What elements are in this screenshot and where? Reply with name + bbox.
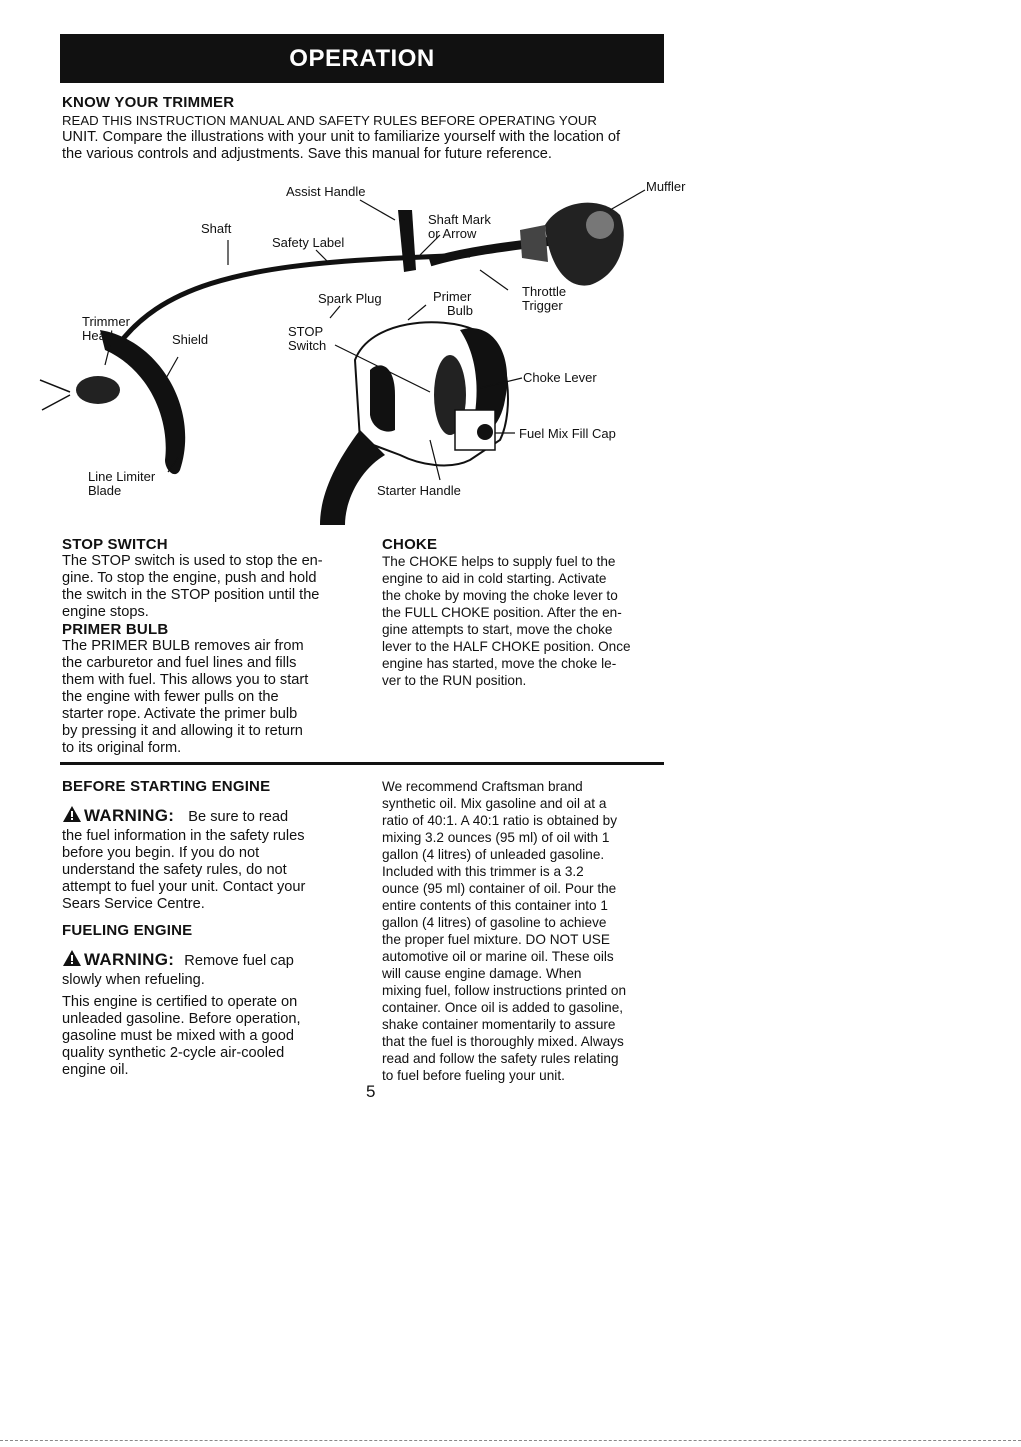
know-heading: KNOW YOUR TRIMMER (62, 94, 235, 111)
label-shaft-mark-line1: Shaft Mark (428, 212, 491, 227)
oil-line: entire contents of this container into 1 (382, 898, 608, 913)
choke-line: the FULL CHOKE position. After the en- (382, 605, 622, 620)
warning-label: WARNING: (84, 806, 175, 825)
before-line: attempt to fuel your unit. Contact your (62, 879, 306, 895)
label-primer-line1: Primer (433, 289, 472, 304)
warning-icon (62, 949, 82, 972)
section-banner: OPERATION (60, 34, 664, 83)
choke-line: lever to the HALF CHOKE position. Once (382, 639, 631, 654)
oil-line: that the fuel is thoroughly mixed. Always (382, 1034, 624, 1049)
label-stop-line1: STOP (288, 324, 324, 339)
label-shaft-mark-line2: or Arrow (428, 226, 477, 241)
oil-line: Included with this trimmer is a 3.2 (382, 864, 584, 879)
know-line-3: the various controls and adjustments. Save this manual for future reference. (62, 146, 552, 162)
primer-line: the engine with fewer pulls on the (62, 689, 279, 705)
label-line-limiter-line1: Line Limiter (88, 469, 156, 484)
fueling-line: This engine is certified to operate on (62, 994, 298, 1010)
before-warning (62, 805, 352, 828)
label-stop-line2: Switch (288, 338, 327, 353)
primer-bulb-text (62, 638, 352, 757)
section-divider (60, 762, 664, 765)
fueling-line: unleaded gasoline. Before operation, (62, 1011, 301, 1027)
fueling-line: gasoline must be mixed with a good (62, 1028, 295, 1044)
page-number: 5 (366, 1082, 376, 1101)
before-line: before you begin. If you do not (62, 845, 260, 861)
label-line-limiter-line2: Blade (88, 483, 122, 498)
oil-line: read and follow the safety rules relating (382, 1051, 619, 1066)
label-shield: Shield (172, 332, 209, 347)
oil-line: mixing fuel, follow instructions printed on (382, 983, 627, 998)
before-warning-first: Be sure to read (188, 809, 289, 825)
primer-line: starter rope. Activate the primer bulb (62, 706, 298, 722)
scan-edge-line (0, 1440, 1021, 1442)
oil-text (382, 778, 672, 1084)
choke-section (382, 536, 672, 689)
oil-line: mixing 3.2 ounces (95 ml) of oil with 1 (382, 830, 610, 845)
stop-line: engine stops. (62, 604, 149, 620)
label-stop-switch (288, 325, 326, 353)
label-muffler: Muffler (646, 179, 686, 194)
label-primer-line2: Bulb (447, 303, 474, 318)
oil-line: to fuel before fueling your unit. (382, 1068, 565, 1083)
label-trimmer-line2: Head (82, 328, 114, 343)
stop-switch-heading: STOP SWITCH (62, 536, 168, 553)
primer-bulb-heading: PRIMER BULB (62, 621, 169, 638)
label-safety-label: Safety Label (272, 235, 345, 250)
muffler-shape (545, 203, 624, 286)
shield-shape (100, 330, 185, 474)
oil-line: will cause engine damage. When (382, 966, 582, 981)
fueling-warning (62, 949, 352, 972)
oil-section (382, 778, 672, 1084)
oil-line: shake container momentarily to assure (382, 1017, 616, 1032)
fueling-warning-second: slowly when refueling. (62, 972, 205, 988)
oil-line: gallon (4 litres) of gasoline to achieve (382, 915, 607, 930)
oil-line: We recommend Craftsman brand (382, 779, 583, 794)
oil-line: automotive oil or marine oil. These oils (382, 949, 614, 964)
oil-line: gallon (4 litres) of unleaded gasoline. (382, 847, 605, 862)
warning-icon (62, 805, 82, 828)
oil-line: synthetic oil. Mix gasoline and oil at a (382, 796, 607, 811)
choke-line: engine has started, move the choke le- (382, 656, 617, 671)
primer-line: the carburetor and fuel lines and fills (62, 655, 297, 671)
stop-switch-text (62, 553, 352, 621)
before-line: Sears Service Centre. (62, 896, 205, 912)
label-throttle-line2: Trigger (522, 298, 563, 313)
label-throttle-trigger (522, 285, 566, 313)
warning-label: WARNING: (84, 950, 175, 969)
label-fuel-cap: Fuel Mix Fill Cap (519, 426, 616, 441)
label-spark-plug: Spark Plug (318, 291, 382, 306)
oil-line: ratio of 40:1. A 40:1 ratio is obtained by (382, 813, 618, 828)
label-choke-lever: Choke Lever (523, 370, 597, 385)
fueling-text (62, 994, 352, 1079)
choke-line: gine attempts to start, move the choke (382, 622, 613, 637)
before-starting-section (62, 778, 352, 1079)
stop-line: gine. To stop the engine, push and hold (62, 570, 317, 586)
primer-line: The PRIMER BULB removes air from (62, 638, 304, 654)
oil-line: container. Once oil is added to gasoline, (382, 1000, 624, 1015)
stop-line: The STOP switch is used to stop the en- (62, 553, 323, 569)
label-trimmer-head (82, 315, 130, 343)
fueling-heading: FUELING ENGINE (62, 922, 193, 939)
label-trimmer-line1: Trimmer (82, 314, 130, 329)
label-shaft: Shaft (201, 221, 232, 236)
stop-switch-section (62, 536, 352, 757)
trimmer-head-shape (76, 376, 120, 404)
fueling-line: quality synthetic 2-cycle air-cooled (62, 1045, 285, 1061)
before-line: the fuel information in the safety rules (62, 828, 305, 844)
label-primer-bulb (433, 290, 473, 318)
before-heading: BEFORE STARTING ENGINE (62, 778, 271, 795)
label-shaft-mark (428, 213, 491, 241)
before-line: understand the safety rules, do not (62, 862, 287, 878)
oil-line: the proper fuel mixture. DO NOT USE (382, 932, 610, 947)
stop-line: the switch in the STOP position until the (62, 587, 320, 603)
choke-line: ver to the RUN position. (382, 673, 527, 688)
choke-heading: CHOKE (382, 536, 438, 553)
choke-text (382, 553, 672, 689)
know-line-2: UNIT. Compare the illustrations with your unit to familiarize yourself with the location of (62, 129, 621, 145)
know-line-1: READ THIS INSTRUCTION MANUAL AND SAFETY RULES BEFORE OPERATING YOUR (62, 113, 597, 128)
oil-line: ounce (95 ml) container of oil. Pour the (382, 881, 617, 896)
fueling-warning-first: Remove fuel cap (184, 953, 294, 969)
label-throttle-line1: Throttle (522, 284, 567, 299)
assist-handle-shape (398, 210, 416, 272)
primer-line: them with fuel. This allows you to start (62, 672, 309, 688)
choke-line: the choke by moving the choke lever to (382, 588, 618, 603)
choke-line: engine to aid in cold starting. Activate (382, 571, 607, 586)
label-starter-handle: Starter Handle (377, 483, 461, 498)
label-line-limiter (88, 470, 155, 498)
primer-line: by pressing it and allowing it to return (62, 723, 303, 739)
label-assist-handle: Assist Handle (286, 184, 366, 199)
choke-line: The CHOKE helps to supply fuel to the (382, 554, 616, 569)
before-text (62, 828, 352, 913)
primer-line: to its original form. (62, 740, 182, 756)
fueling-line: engine oil. (62, 1062, 129, 1078)
